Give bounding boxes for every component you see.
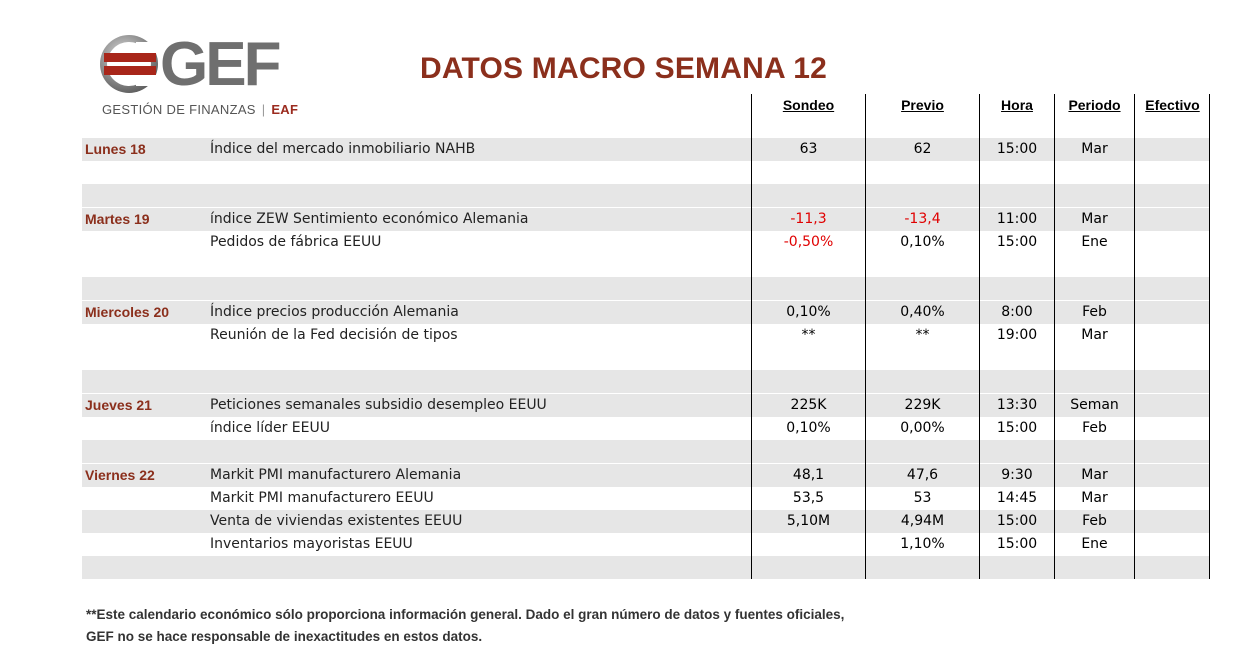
row-periodo: Ene [1081, 234, 1108, 250]
row-periodo [1055, 161, 1134, 184]
table-row [82, 138, 1210, 161]
row-sondeo [752, 277, 865, 300]
row-previo [866, 440, 979, 463]
gef-subtitle-main: GESTIÓN DE FINANZAS [102, 102, 256, 117]
row-sondeo [752, 347, 865, 370]
column-divider [1209, 94, 1210, 579]
table-row [82, 533, 1210, 556]
row-previo: 1,10% [900, 536, 945, 552]
row-previo: 47,6 [906, 467, 939, 483]
column-divider [865, 94, 866, 579]
row-hora [980, 184, 1054, 207]
column-divider [1054, 94, 1055, 579]
row-previo: -13,4 [904, 211, 941, 227]
row-periodo: Feb [1082, 513, 1107, 529]
macro-calendar-table [82, 94, 1210, 579]
row-hora [980, 347, 1054, 370]
column-divider [751, 94, 752, 579]
page-title: DATOS MACRO SEMANA 12 [420, 52, 828, 85]
row-day: Jueves 21 [85, 397, 152, 413]
footnote [86, 604, 844, 648]
row-sondeo: 225K [790, 397, 827, 413]
row-previo [866, 347, 979, 370]
row-hora [980, 277, 1054, 300]
row-efectivo [1135, 138, 1210, 161]
table-row [82, 324, 1210, 347]
row-efectivo [1135, 184, 1210, 207]
row-previo: 62 [913, 141, 932, 157]
row-efectivo [1135, 556, 1210, 579]
row-sondeo: 0,10% [786, 420, 831, 436]
row-day: Miercoles 20 [85, 304, 170, 320]
row-periodo: Mar [1081, 211, 1108, 227]
row-day: Martes 19 [85, 211, 150, 227]
row-hora: 8:00 [1001, 304, 1033, 320]
header-previo: Previo [901, 97, 944, 113]
table-row [82, 184, 1210, 207]
table-row [82, 277, 1210, 300]
row-event: Markit PMI manufacturero Alemania [210, 467, 462, 483]
row-event: Reunión de la Fed decisión de tipos [210, 327, 458, 343]
row-efectivo [1135, 324, 1210, 347]
row-previo [866, 370, 979, 393]
row-hora [980, 254, 1054, 277]
row-periodo [1055, 184, 1134, 207]
row-efectivo [1135, 277, 1210, 300]
row-sondeo [752, 184, 865, 207]
row-sondeo: -0,50% [783, 234, 834, 250]
row-hora: 9:30 [1001, 467, 1033, 483]
row-hora: 15:00 [996, 141, 1038, 157]
row-sondeo [752, 440, 865, 463]
gef-subtitle-eaf: EAF [271, 102, 299, 117]
row-sondeo [752, 533, 865, 556]
row-previo: 0,10% [900, 234, 945, 250]
row-periodo: Feb [1082, 420, 1107, 436]
table-row [82, 301, 1210, 324]
row-periodo [1055, 254, 1134, 277]
row-sondeo: 5,10M [786, 513, 831, 529]
header-sondeo: Sondeo [782, 97, 835, 113]
table-row [82, 394, 1210, 417]
row-periodo: Mar [1081, 490, 1108, 506]
row-efectivo [1135, 347, 1210, 370]
row-periodo [1055, 347, 1134, 370]
row-hora: 15:00 [996, 513, 1038, 529]
gef-subtitle-separator: | [261, 102, 266, 117]
row-sondeo: 63 [799, 141, 818, 157]
header-efectivo: Efectivo [1145, 97, 1200, 113]
row-hora: 14:45 [996, 490, 1038, 506]
table-row [82, 161, 1210, 184]
row-hora [980, 370, 1054, 393]
table-row [82, 417, 1210, 440]
row-efectivo [1135, 533, 1210, 556]
row-event: Índice precios producción Alemania [210, 304, 459, 320]
gef-euro-emblem-icon [96, 34, 166, 94]
row-hora: 15:00 [996, 234, 1038, 250]
row-hora [980, 440, 1054, 463]
row-periodo [1055, 440, 1134, 463]
row-event: Markit PMI manufacturero EEUU [210, 490, 434, 506]
table-row [82, 510, 1210, 533]
row-sondeo [752, 556, 865, 579]
footnote-line-1: **Este calendario económico sólo proporciona información general. Dado el gran número de datos y fuentes oficiales, [86, 607, 845, 622]
row-periodo: Mar [1081, 141, 1108, 157]
row-hora: 19:00 [996, 327, 1038, 343]
header-periodo: Periodo [1068, 97, 1121, 113]
row-event: Pedidos de fábrica EEUU [210, 234, 382, 250]
row-previo: ** [915, 327, 930, 343]
row-hora: 13:30 [996, 397, 1038, 413]
row-event: Peticiones semanales subsidio desempleo EEUU [210, 397, 547, 413]
row-efectivo [1135, 370, 1210, 393]
column-divider [1134, 94, 1135, 579]
row-event: índice líder EEUU [210, 420, 330, 436]
row-efectivo [1135, 254, 1210, 277]
row-event: índice ZEW Sentimiento económico Alemania [210, 211, 529, 227]
row-sondeo: 48,1 [792, 467, 825, 483]
table-row [82, 487, 1210, 510]
table-row [82, 464, 1210, 487]
table-row [82, 231, 1210, 254]
table-row [82, 208, 1210, 231]
row-previo: 0,40% [900, 304, 945, 320]
row-hora [980, 161, 1054, 184]
row-efectivo [1135, 510, 1210, 533]
row-previo: 0,00% [900, 420, 945, 436]
row-previo: 4,94M [900, 513, 945, 529]
row-sondeo: ** [801, 327, 816, 343]
row-previo [866, 161, 979, 184]
row-efectivo [1135, 301, 1210, 324]
row-previo [866, 184, 979, 207]
row-event: Índice del mercado inmobiliario NAHB [210, 141, 476, 157]
row-periodo: Mar [1081, 327, 1108, 343]
row-day: Lunes 18 [85, 141, 146, 157]
row-sondeo [752, 161, 865, 184]
table-header-row [82, 94, 1210, 117]
table-row [82, 370, 1210, 393]
row-hora: 15:00 [996, 420, 1038, 436]
row-event: Inventarios mayoristas EEUU [210, 536, 413, 552]
row-previo: 53 [913, 490, 932, 506]
row-sondeo [752, 254, 865, 277]
table-row [82, 556, 1210, 579]
row-previo [866, 556, 979, 579]
row-efectivo [1135, 464, 1210, 487]
row-periodo: Feb [1082, 304, 1107, 320]
row-hora: 11:00 [996, 211, 1038, 227]
row-efectivo [1135, 161, 1210, 184]
row-sondeo: -11,3 [790, 211, 827, 227]
row-periodo: Ene [1081, 536, 1108, 552]
row-event: Venta de viviendas existentes EEUU [210, 513, 463, 529]
row-sondeo: 53,5 [792, 490, 825, 506]
column-divider [979, 94, 980, 579]
row-periodo [1055, 370, 1134, 393]
row-periodo: Seman [1070, 397, 1119, 413]
row-previo [866, 277, 979, 300]
table-row [82, 254, 1210, 277]
row-periodo [1055, 556, 1134, 579]
row-efectivo [1135, 487, 1210, 510]
row-efectivo [1135, 440, 1210, 463]
row-periodo: Mar [1081, 467, 1108, 483]
row-efectivo [1135, 417, 1210, 440]
row-sondeo: 0,10% [786, 304, 831, 320]
table-row [82, 347, 1210, 370]
gef-brand-text: GEF [160, 30, 279, 99]
footnote-line-2: GEF no se hace responsable de inexactitudes en estos datos. [86, 629, 483, 644]
row-hora [980, 556, 1054, 579]
row-efectivo [1135, 208, 1210, 231]
row-hora: 15:00 [996, 536, 1038, 552]
row-previo [866, 254, 979, 277]
row-previo: 229K [904, 397, 941, 413]
row-efectivo [1135, 231, 1210, 254]
row-day: Viernes 22 [85, 467, 155, 483]
row-sondeo [752, 370, 865, 393]
row-periodo [1055, 277, 1134, 300]
row-efectivo [1135, 394, 1210, 417]
header-hora: Hora [1001, 97, 1033, 113]
table-row [82, 440, 1210, 463]
